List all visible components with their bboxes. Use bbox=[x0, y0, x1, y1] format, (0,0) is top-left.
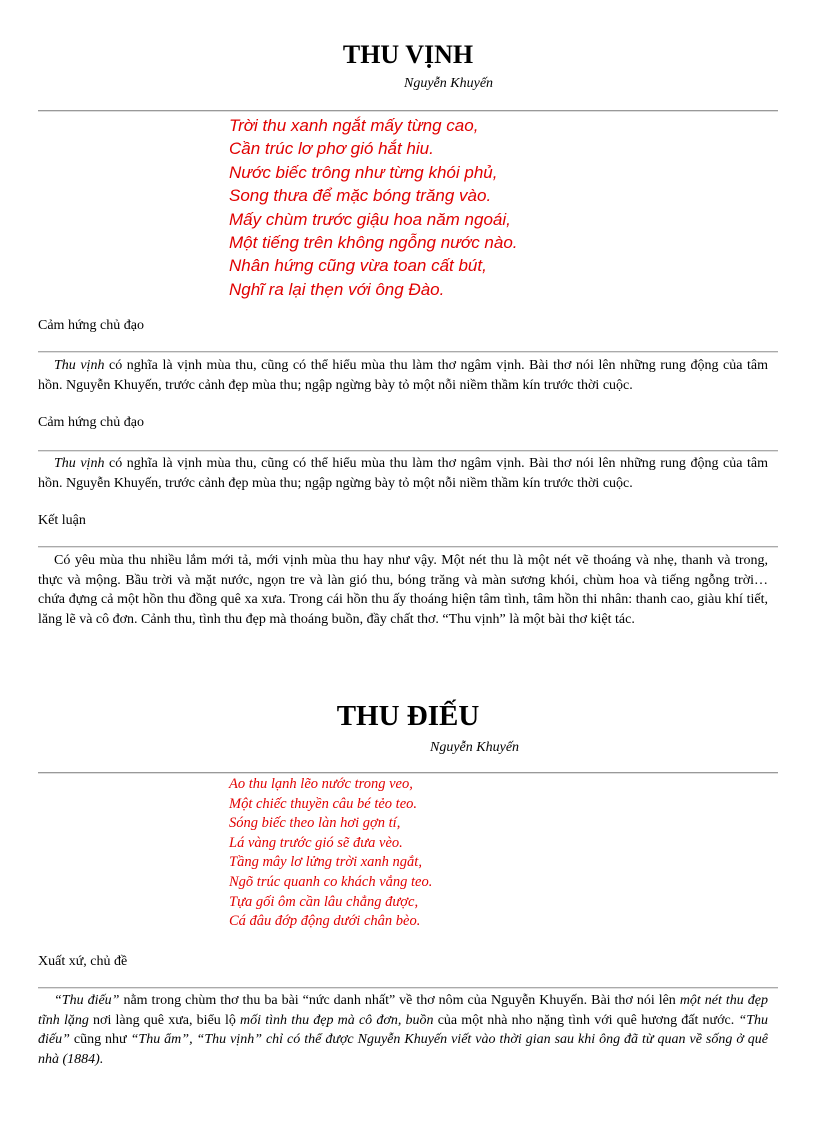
section-paragraph bbox=[38, 454, 768, 493]
divider bbox=[38, 351, 778, 353]
divider bbox=[38, 546, 778, 548]
poem-line: Trời thu xanh ngắt mấy từng cao, bbox=[229, 116, 479, 135]
poem-line: Mấy chùm trước giậu hoa năm ngoái, bbox=[229, 209, 511, 229]
italic-lead: Thu vịnh bbox=[54, 456, 105, 471]
section-paragraph bbox=[38, 356, 768, 395]
section-heading: Cảm hứng chủ đạo bbox=[38, 415, 144, 430]
poem-line: Nước biếc trông như từng khói phủ, bbox=[229, 162, 498, 182]
poem-line: Một chiếc thuyền câu bé tẻo teo. bbox=[229, 795, 418, 812]
poem-line: Nghĩ ra lại thẹn với ông Đào. bbox=[229, 279, 445, 299]
text-run: mối tình thu đẹp mà cô đơn, buồn bbox=[240, 1012, 434, 1028]
poem-line: Một tiếng trên không ngỗng nước nào. bbox=[229, 233, 518, 253]
poem-line: Cần trúc lơ phơ gió hắt hiu. bbox=[229, 139, 434, 159]
divider bbox=[38, 110, 778, 112]
poem-line: Lá vàng trước gió sẽ đưa vèo. bbox=[229, 834, 403, 851]
text-run: cũng như bbox=[69, 1032, 131, 1047]
poem1-title: THU VỊNH bbox=[342, 40, 474, 69]
poem-line: Song thưa để mặc bóng trăng vào. bbox=[229, 186, 492, 206]
text-run: nằm trong chùm thơ thu ba bài “nức danh nhất” về thơ nôm của Nguyễn Khuyến. Bài thơ nói lên bbox=[119, 993, 680, 1008]
poem-line: Cá đâu đớp động dưới chân bèo. bbox=[229, 913, 421, 930]
section-heading: Cảm hứng chủ đạo bbox=[38, 318, 144, 333]
poem-line: Tựa gối ôm cần lâu chẳng được, bbox=[229, 893, 419, 910]
poem2-body bbox=[229, 775, 432, 932]
poem-line: Tầng mây lơ lửng trời xanh ngắt, bbox=[229, 854, 422, 871]
paragraph-text: Có yêu mùa thu nhiều lắm mới tả, mới vịnh mùa thu hay như vậy. Một nét thu là một nét vẽ thoáng và nhẹ, thanh và trong, thực và mộng. Bầu trời và mặt nước, ngọn tre và làn gió thu, bóng trăng và màn sương khói, chùm hoa và tiếng ngỗng trời… chứa đựng cả một hồn thu đồng quê xa xưa. Trong cái hồn thu ấy thoáng hiện tâm tình, tâm hồn thi nhân: thanh cao, giàu khí tiết, lăng lẽ và cô đơn. Cảnh thu, tình thu đẹp mà thoáng buồn, đầy chất thơ. “Thu vịnh” là một bài thơ kiệt tác. bbox=[38, 553, 768, 627]
section-paragraph bbox=[38, 551, 768, 629]
section-paragraph bbox=[38, 991, 768, 1069]
italic-lead: Thu vịnh bbox=[54, 358, 105, 373]
text-run: “Thu điếu” bbox=[38, 1012, 769, 1047]
divider bbox=[38, 987, 778, 989]
section-heading: Xuất xứ, chủ đề bbox=[38, 954, 128, 969]
text-run: “Thu ẩm”, “Thu vịnh” chỉ có thể được Nguyễn Khuyến viết vào thời gian sau khi ông đã từ quan về sống ở quê nhà (1884). bbox=[38, 1032, 768, 1067]
poem1-author: Nguyễn Khuyến bbox=[404, 76, 494, 91]
divider bbox=[38, 772, 778, 774]
text-run: nơi làng quê xưa, biểu lộ bbox=[88, 1012, 241, 1028]
section-heading: Kết luận bbox=[38, 513, 86, 528]
text-run: một nét thu đẹp tĩnh lặng bbox=[38, 993, 768, 1028]
divider bbox=[38, 450, 778, 452]
poem-line: Ngõ trúc quanh co khách vắng teo. bbox=[229, 873, 433, 890]
paragraph-text: có nghĩa là vịnh mùa thu, cũng có thể hiểu mùa thu làm thơ ngâm vịnh. Bài thơ nói lên những rung động của tâm hồn. Nguyễn Khuyến, trước cảnh đẹp mùa thu; ngập ngừng bày tỏ một nỗi niềm thầm kín trước thời cuộc. bbox=[38, 358, 769, 393]
poem2-author: Nguyễn Khuyến bbox=[430, 740, 520, 755]
poem-line: Nhân hứng cũng vừa toan cất bút, bbox=[229, 256, 487, 276]
paragraph-text: có nghĩa là vịnh mùa thu, cũng có thể hiểu mùa thu làm thơ ngâm vịnh. Bài thơ nói lên những rung động của tâm hồn. Nguyễn Khuyến, trước cảnh đẹp mùa thu; ngập ngừng bày tỏ một nỗi niềm thầm kín trước thời cuộc. bbox=[38, 456, 769, 491]
poem-line: Sóng biếc theo làn hơi gợn tí, bbox=[229, 815, 401, 832]
text-run: “Thu điếu” bbox=[54, 993, 120, 1008]
poem-line: Ao thu lạnh lẽo nước trong veo, bbox=[229, 776, 413, 792]
text-run: của một nhà nho nặng tình với quê hương đất nước. bbox=[433, 1012, 739, 1028]
poem1-body bbox=[229, 114, 518, 301]
poem2-title: THU ĐIẾU bbox=[336, 700, 480, 732]
